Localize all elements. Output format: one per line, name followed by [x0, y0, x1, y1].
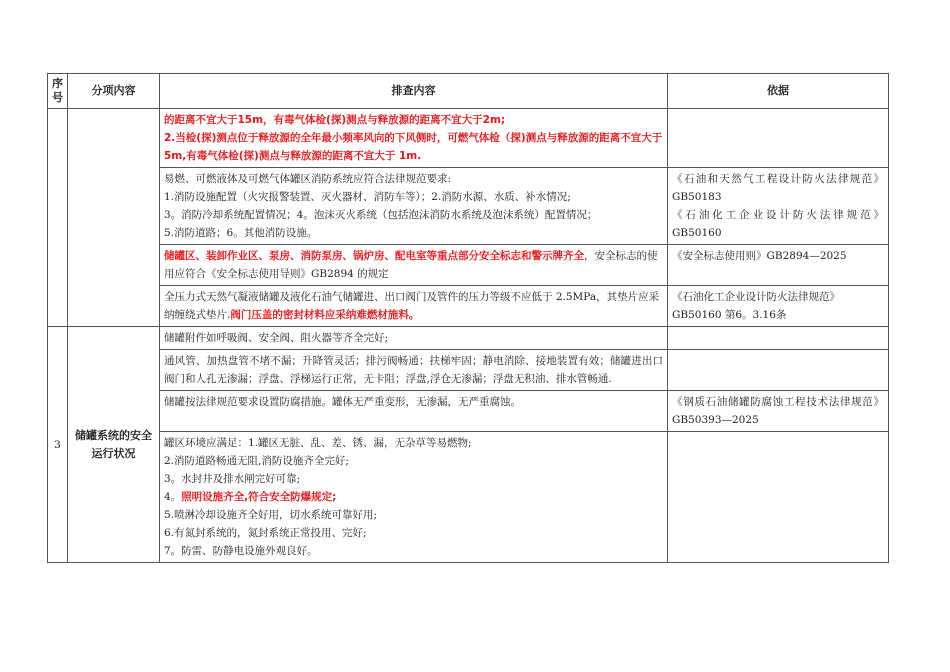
- content-text: ，安全标志的使用应符合《安全标志使用导则》GB2894 的规定: [164, 250, 658, 280]
- env-line: 5.喷淋冷却设施齐全好用，切水系统可靠好用;: [164, 509, 378, 521]
- env-line: 罐区环境应满足：1.罐区无脏、乱、差、锈、漏，无杂草等易燃物;: [164, 437, 472, 449]
- content-cell: [160, 286, 668, 327]
- header-basis: 依据: [668, 74, 889, 109]
- header-category: 分项内容: [68, 74, 160, 109]
- content-cell: [160, 245, 668, 286]
- env-red-prefix: 4。: [164, 491, 182, 503]
- basis-cell: [668, 327, 889, 350]
- env-line: 6.有氮封系统的，氮封系统正常投用、完好;: [164, 527, 367, 539]
- seq-cell-blank: [48, 109, 68, 327]
- inspection-table: [47, 73, 889, 563]
- env-red-text: 照明设施齐全,符合安全防爆规定;: [181, 491, 337, 503]
- content-cell: [160, 109, 668, 168]
- basis-cell: 《安全标志使用则》GB2894—2025: [668, 245, 889, 286]
- category-cell: 储罐系统的安全运行状况: [68, 327, 160, 563]
- basis-cell: [668, 109, 889, 168]
- table-row: [48, 327, 889, 350]
- content-cell: 储罐附件如呼吸阀、安全阀、阻火器等齐全完好;: [160, 327, 668, 350]
- table-row: [48, 432, 889, 563]
- content-text: 全压力式天然气凝液储罐及液化石油气储罐进、出口阀门及管件的压力等级不应低于 2.5MPa，其垫片应采纳缠绕式垫片.: [164, 291, 660, 321]
- seq-cell: 3: [48, 327, 68, 563]
- category-cell-blank: [68, 109, 160, 327]
- content-cell: 通风管、加热盘管不堵不漏；升降管灵活；排污阀畅通；扶梯牢固；静电消除、接地装置有效；储罐进出口阀门和人孔无渗漏；浮盘、浮梯运行正常，无卡阻；浮盘,浮仓无渗漏；浮盘无积油、排水管畅通.: [160, 350, 668, 391]
- header-row: [48, 74, 889, 109]
- content-cell: [160, 432, 668, 563]
- content-red-line: 2.当检(探)测点位于释放源的全年最小频率风向的下风侧时，可燃气体检（探)测点与释放源的距离不宜大于5m,有毒气体检(探)测点与释放源的距离不宜大于 1m.: [164, 132, 663, 162]
- table-row: [48, 245, 889, 286]
- env-line-red: [164, 488, 663, 506]
- table-row: [48, 350, 889, 391]
- table-row: [48, 286, 889, 327]
- content-red-text: 阀门压盖的密封材料应采纳难燃材施料。: [230, 309, 420, 321]
- header-content: 排查内容: [160, 74, 668, 109]
- env-line: 3。水封井及排水闸完好可靠;: [164, 473, 301, 485]
- env-line: 7。防雷、防静电设施外观良好。: [164, 545, 318, 557]
- content-cell: 易燃、可燃液体及可燃气体罐区消防系统应符合法律规范要求: 1.消防设施配置（火灾报警装置、灭火器材、消防车等）；2.消防水源、水质、补水情况; 3。消防冷却系统配置情况；4。泡沫灭火系统（包括泡沫消防水系统及泡沫系统）配置情况； 5.消防道路；6。其他消防设施。: [160, 168, 668, 245]
- table-row: [48, 391, 889, 432]
- basis-cell: 《石油化工企业设计防火法律规范》GB50160 第6。3.16条: [668, 286, 889, 327]
- content-red-text: 储罐区、装卸作业区、泵房、消防泵房、锅炉房、配电室等重点部分安全标志和警示牌齐全: [164, 250, 584, 262]
- content-red-line: 的距离不宜大于15m，有毒气体检(探)测点与释放源的距离不宜大于2m;: [164, 114, 506, 126]
- basis-cell: 《石油和天然气工程设计防火法律规范》GB50183 《石油化工企业设计防火法律规范》GB50160: [668, 168, 889, 245]
- env-line: 2.消防道路畅通无阻,消防设施齐全完好;: [164, 455, 349, 467]
- basis-cell: [668, 432, 889, 563]
- header-seq: 序号: [48, 74, 68, 109]
- table-row: [48, 168, 889, 245]
- basis-cell: 《钢质石油储罐防腐蚀工程技术法律规范》GB50393—2025: [668, 391, 889, 432]
- basis-cell: [668, 350, 889, 391]
- content-cell: 储罐按法律规范要求设置防腐措施。罐体无严重变形，无渗漏，无严重腐蚀。: [160, 391, 668, 432]
- table-row: [48, 109, 889, 168]
